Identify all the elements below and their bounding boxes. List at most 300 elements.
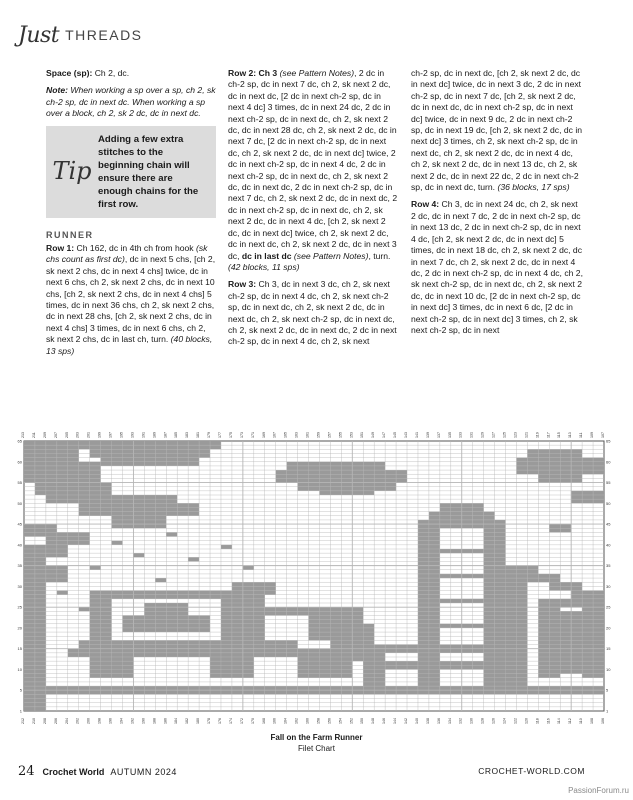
filled-block	[166, 499, 177, 503]
filled-block	[516, 574, 527, 578]
filled-block	[46, 524, 57, 528]
filled-block	[232, 640, 243, 644]
filled-block	[166, 628, 177, 632]
filled-block	[112, 595, 123, 599]
filled-block	[24, 682, 35, 686]
filled-block	[122, 657, 133, 661]
filled-block	[46, 578, 57, 582]
filled-block	[418, 686, 429, 690]
filled-block	[549, 574, 560, 578]
filled-block	[516, 586, 527, 590]
filled-block	[166, 653, 177, 657]
filled-block	[593, 686, 604, 690]
filled-block	[46, 545, 57, 549]
top-tick-label: 129	[480, 432, 485, 438]
filled-block	[440, 661, 451, 665]
filled-block	[199, 645, 210, 649]
filled-block	[101, 615, 112, 619]
filled-block	[24, 524, 35, 528]
filled-block	[495, 636, 506, 640]
filled-block	[155, 512, 166, 516]
filled-block	[133, 653, 144, 657]
filled-block	[473, 665, 484, 669]
filled-block	[560, 657, 571, 661]
filled-block	[429, 591, 440, 595]
filled-block	[418, 682, 429, 686]
bottom-tick-label: 212	[21, 718, 25, 724]
filled-block	[254, 586, 265, 590]
filled-block	[35, 582, 46, 586]
filled-block	[352, 607, 363, 611]
filled-block	[133, 462, 144, 466]
filled-block	[374, 686, 385, 690]
filled-block	[429, 682, 440, 686]
filled-block	[495, 645, 506, 649]
filled-block	[495, 669, 506, 673]
filled-block	[177, 690, 188, 694]
filled-block	[341, 657, 352, 661]
filled-block	[112, 649, 123, 653]
filled-block	[57, 545, 68, 549]
filled-block	[571, 453, 582, 457]
filled-block	[199, 615, 210, 619]
filled-block	[57, 441, 68, 445]
filled-block	[407, 649, 418, 653]
filled-block	[287, 462, 298, 466]
filled-block	[506, 653, 517, 657]
filled-block	[484, 674, 495, 678]
bottom-tick-label: 136	[436, 718, 441, 724]
filled-block	[101, 462, 112, 466]
filled-block	[506, 628, 517, 632]
filled-block	[418, 549, 429, 553]
filled-block	[46, 478, 57, 482]
filled-block	[473, 512, 484, 516]
filled-block	[495, 553, 506, 557]
filled-block	[243, 645, 254, 649]
filled-block	[166, 640, 177, 644]
filled-block	[506, 615, 517, 619]
filled-block	[90, 470, 101, 474]
filled-block	[506, 632, 517, 636]
right-row-label: 65	[606, 438, 611, 444]
filled-block	[429, 661, 440, 665]
filled-block	[24, 628, 35, 632]
filled-block	[516, 632, 527, 636]
filled-block	[221, 595, 232, 599]
filled-block	[516, 607, 527, 611]
filled-block	[429, 512, 440, 516]
filled-block	[24, 591, 35, 595]
filled-block	[330, 674, 341, 678]
filled-block	[243, 674, 254, 678]
filled-block	[462, 520, 473, 524]
filled-block	[571, 624, 582, 628]
filled-block	[495, 603, 506, 607]
bottom-tick-label: 210	[31, 718, 36, 724]
filled-block	[188, 595, 199, 599]
filled-block	[24, 699, 35, 703]
filled-block	[122, 661, 133, 665]
filled-block	[462, 503, 473, 507]
filled-block	[429, 690, 440, 694]
filled-block	[418, 570, 429, 574]
filled-block	[144, 649, 155, 653]
filled-block	[57, 566, 68, 570]
filled-block	[122, 520, 133, 524]
filled-block	[254, 649, 265, 653]
filled-block	[24, 603, 35, 607]
top-tick-label: 181	[196, 432, 201, 438]
filled-block	[484, 532, 495, 536]
bottom-tick-label: 124	[502, 718, 507, 724]
right-row-label: 5	[606, 687, 609, 693]
filled-block	[516, 649, 527, 653]
filled-block	[35, 458, 46, 462]
filled-block	[418, 582, 429, 586]
filled-block	[199, 640, 210, 644]
filled-block	[24, 665, 35, 669]
filled-block	[232, 665, 243, 669]
right-row-label: 50	[606, 500, 611, 506]
filled-block	[374, 674, 385, 678]
filled-block	[122, 628, 133, 632]
filled-block	[506, 566, 517, 570]
filled-block	[571, 628, 582, 632]
filled-block	[265, 653, 276, 657]
filled-block	[24, 561, 35, 565]
filled-block	[122, 640, 133, 644]
filled-block	[309, 470, 320, 474]
filled-block	[276, 611, 287, 615]
filled-block	[506, 570, 517, 574]
filled-block	[243, 632, 254, 636]
filled-block	[330, 632, 341, 636]
filled-block	[330, 620, 341, 624]
filled-block	[309, 674, 320, 678]
filled-block	[79, 445, 90, 449]
filled-block	[549, 611, 560, 615]
filled-block	[582, 491, 593, 495]
filled-block	[462, 649, 473, 653]
filled-block	[166, 645, 177, 649]
filled-block	[418, 524, 429, 528]
filled-block	[35, 570, 46, 574]
filled-block	[451, 690, 462, 694]
filled-block	[122, 620, 133, 624]
filled-block	[516, 570, 527, 574]
filled-block	[484, 574, 495, 578]
filled-block	[451, 503, 462, 507]
filled-block	[593, 599, 604, 603]
filled-block	[571, 499, 582, 503]
filled-block	[35, 607, 46, 611]
bottom-tick-label: 166	[272, 718, 277, 724]
bottom-tick-label: 120	[524, 718, 529, 724]
filled-block	[155, 503, 166, 507]
filled-block	[188, 645, 199, 649]
filled-block	[516, 686, 527, 690]
filled-block	[35, 707, 46, 711]
filled-block	[24, 607, 35, 611]
filled-block	[506, 603, 517, 607]
filled-block	[243, 690, 254, 694]
filled-block	[484, 520, 495, 524]
filled-block	[330, 636, 341, 640]
filled-block	[473, 503, 484, 507]
filled-block	[319, 628, 330, 632]
filled-block	[429, 657, 440, 661]
filled-block	[24, 574, 35, 578]
filled-block	[188, 640, 199, 644]
filled-block	[462, 507, 473, 511]
filled-block	[506, 640, 517, 644]
filled-block	[24, 661, 35, 665]
filled-block	[46, 470, 57, 474]
filled-block	[57, 449, 68, 453]
filled-block	[265, 649, 276, 653]
filled-block	[429, 520, 440, 524]
filled-block	[24, 632, 35, 636]
filled-block	[374, 466, 385, 470]
filled-block	[309, 686, 320, 690]
left-row-label: 25	[17, 604, 22, 610]
filled-block	[451, 645, 462, 649]
filled-block	[309, 487, 320, 491]
filled-block	[90, 499, 101, 503]
filled-block	[506, 678, 517, 682]
filled-block	[232, 620, 243, 624]
filled-block	[451, 524, 462, 528]
filled-block	[133, 686, 144, 690]
filled-block	[177, 445, 188, 449]
filled-block	[122, 690, 133, 694]
filled-block	[451, 507, 462, 511]
filled-block	[46, 458, 57, 462]
filled-block	[571, 669, 582, 673]
filled-block	[155, 686, 166, 690]
filled-block	[363, 478, 374, 482]
filled-block	[484, 624, 495, 628]
filled-block	[221, 649, 232, 653]
filled-block	[484, 615, 495, 619]
filled-block	[298, 653, 309, 657]
filled-block	[560, 686, 571, 690]
filled-block	[571, 495, 582, 499]
bottom-tick-label: 122	[513, 718, 518, 724]
filled-block	[68, 470, 79, 474]
filled-block	[79, 466, 90, 470]
filled-block	[462, 524, 473, 528]
filled-block	[385, 478, 396, 482]
filled-block	[79, 690, 90, 694]
filled-block	[221, 624, 232, 628]
filled-block	[516, 640, 527, 644]
filled-block	[418, 553, 429, 557]
filled-block	[155, 516, 166, 520]
filled-block	[243, 620, 254, 624]
filled-block	[363, 491, 374, 495]
filled-block	[593, 611, 604, 615]
filled-block	[484, 640, 495, 644]
filled-block	[101, 669, 112, 673]
filled-block	[35, 611, 46, 615]
filled-block	[90, 674, 101, 678]
filled-block	[210, 445, 221, 449]
bottom-tick-label: 114	[557, 718, 562, 724]
filled-block	[560, 649, 571, 653]
filled-block	[243, 624, 254, 628]
filled-block	[90, 595, 101, 599]
filled-block	[560, 466, 571, 470]
filled-block	[363, 690, 374, 694]
filled-block	[90, 478, 101, 482]
filled-block	[374, 483, 385, 487]
filled-block	[232, 603, 243, 607]
filled-block	[177, 512, 188, 516]
filled-block	[309, 636, 320, 640]
filled-block	[46, 528, 57, 532]
filled-block	[101, 611, 112, 615]
filled-block	[68, 653, 79, 657]
filled-block	[254, 640, 265, 644]
filled-block	[582, 624, 593, 628]
filled-block	[122, 462, 133, 466]
filled-block	[35, 586, 46, 590]
filled-block	[232, 690, 243, 694]
filled-block	[265, 686, 276, 690]
filled-block	[155, 495, 166, 499]
top-tick-label: 107	[601, 432, 605, 438]
filled-block	[352, 478, 363, 482]
filled-block	[35, 678, 46, 682]
filled-block	[440, 549, 451, 553]
filled-block	[549, 636, 560, 640]
filled-block	[112, 507, 123, 511]
filled-block	[516, 661, 527, 665]
filled-block	[35, 591, 46, 595]
filled-block	[538, 599, 549, 603]
left-row-label: 40	[17, 542, 22, 548]
filled-block	[330, 466, 341, 470]
filled-block	[571, 653, 582, 657]
filled-block	[122, 591, 133, 595]
filled-block	[144, 503, 155, 507]
filled-block	[341, 636, 352, 640]
filled-block	[46, 537, 57, 541]
filled-block	[243, 586, 254, 590]
filled-block	[341, 645, 352, 649]
filled-block	[560, 586, 571, 590]
page-footer	[18, 764, 177, 779]
filled-block	[221, 657, 232, 661]
right-row-label: 15	[606, 646, 611, 652]
filled-block	[90, 632, 101, 636]
filled-block	[232, 653, 243, 657]
filled-block	[363, 632, 374, 636]
filled-block	[495, 557, 506, 561]
filled-block	[429, 549, 440, 553]
filled-block	[166, 462, 177, 466]
filled-block	[276, 686, 287, 690]
filled-block	[177, 615, 188, 619]
filled-block	[46, 487, 57, 491]
filled-block	[155, 620, 166, 624]
filled-block	[495, 620, 506, 624]
filled-block	[232, 607, 243, 611]
filled-block	[374, 678, 385, 682]
filled-block	[177, 595, 188, 599]
filled-block	[155, 499, 166, 503]
filled-block	[254, 607, 265, 611]
filled-block	[133, 495, 144, 499]
filled-block	[418, 574, 429, 578]
filled-block	[155, 645, 166, 649]
left-row-label: 30	[17, 583, 22, 589]
filled-block	[287, 474, 298, 478]
filled-block	[155, 611, 166, 615]
filled-block	[79, 474, 90, 478]
filled-block	[166, 458, 177, 462]
filled-block	[484, 524, 495, 528]
top-tick-label: 157	[327, 432, 332, 438]
filled-block	[341, 466, 352, 470]
filled-block	[112, 503, 123, 507]
filled-block	[210, 653, 221, 657]
column-3	[411, 68, 583, 342]
filled-block	[287, 686, 298, 690]
filled-block	[122, 653, 133, 657]
filled-block	[90, 661, 101, 665]
filled-block	[582, 458, 593, 462]
space-label: Space (sp):	[46, 68, 93, 78]
filled-block	[495, 674, 506, 678]
filled-block	[495, 611, 506, 615]
filled-block	[363, 649, 374, 653]
filled-block	[210, 669, 221, 673]
filled-block	[385, 483, 396, 487]
filled-block	[155, 578, 166, 582]
top-tick-label: 137	[436, 432, 441, 438]
row1-label: Row 1:	[46, 243, 75, 254]
filled-block	[352, 640, 363, 644]
filled-block	[527, 686, 538, 690]
filled-block	[276, 690, 287, 694]
filled-block	[527, 690, 538, 694]
filled-block	[341, 474, 352, 478]
filled-block	[210, 665, 221, 669]
filled-block	[309, 649, 320, 653]
row1-italic: (sk chs count as first dc)	[46, 243, 208, 265]
filled-block	[46, 574, 57, 578]
filled-block	[560, 478, 571, 482]
filled-block	[188, 458, 199, 462]
filled-block	[133, 649, 144, 653]
filled-block	[254, 636, 265, 640]
left-row-label: 55	[17, 480, 22, 486]
filled-block	[309, 657, 320, 661]
filled-block	[593, 649, 604, 653]
filled-block	[122, 595, 133, 599]
filled-block	[112, 669, 123, 673]
filled-block	[582, 615, 593, 619]
filled-block	[593, 603, 604, 607]
filled-block	[90, 445, 101, 449]
filled-block	[133, 458, 144, 462]
filled-block	[549, 458, 560, 462]
filled-block	[144, 653, 155, 657]
filled-block	[593, 591, 604, 595]
